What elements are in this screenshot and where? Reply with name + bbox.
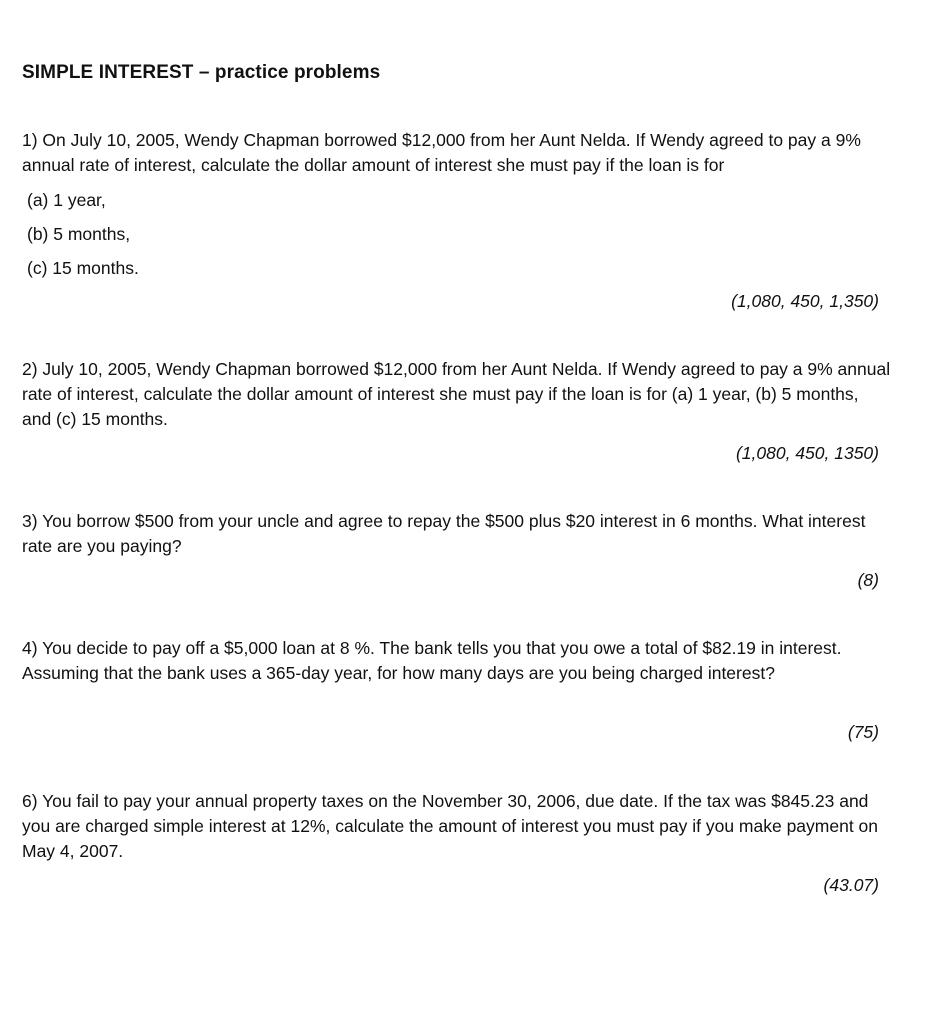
problem-4-answer: (75) xyxy=(847,722,879,742)
problem-1-part-a: (a) 1 year, xyxy=(27,190,106,210)
page-title: SIMPLE INTEREST – practice problems xyxy=(22,62,381,83)
problem-1-text: 1) On July 10, 2005, Wendy Chapman borrowed $12,000 from her Aunt Nelda. If Wendy agreed to pay a 9% annual rate of interest, calculate the dollar amount of interest she must pay if the loan is for xyxy=(22,130,861,175)
problem-3-answer: (8) xyxy=(857,570,879,590)
problem-1-answer: (1,080, 450, 1,350) xyxy=(731,291,879,311)
problem-2-answer: (1,080, 450, 1350) xyxy=(735,443,879,463)
problem-3-text: 3) You borrow $500 from your uncle and agree to repay the $500 plus $20 interest in 6 months. What interest rate are you paying? xyxy=(22,511,866,556)
problem-4-text: 4) You decide to pay off a $5,000 loan at 8 %. The bank tells you that you owe a total of $82.19 in interest. Assuming that the bank uses a 365-day year, for how many days are you being charged interest? xyxy=(22,638,842,683)
problem-2-text: 2) July 10, 2005, Wendy Chapman borrowed $12,000 from her Aunt Nelda. If Wendy agreed to pay a 9% annual rate of interest, calculate the dollar amount of interest she must pay if the loan is for (a) 1 year, (b) 5 months, and (c) 15 months. xyxy=(22,359,891,429)
problem-1-part-c: (c) 15 months. xyxy=(27,258,139,278)
problem-1-part-b: (b) 5 months, xyxy=(27,224,131,244)
problem-6-text: 6) You fail to pay your annual property taxes on the November 30, 2006, due date. If the tax was $845.23 and you are charged simple interest at 12%, calculate the amount of interest you must pay if you make payment on May 4, 2007. xyxy=(22,791,879,861)
problem-6-answer: (43.07) xyxy=(823,875,879,895)
